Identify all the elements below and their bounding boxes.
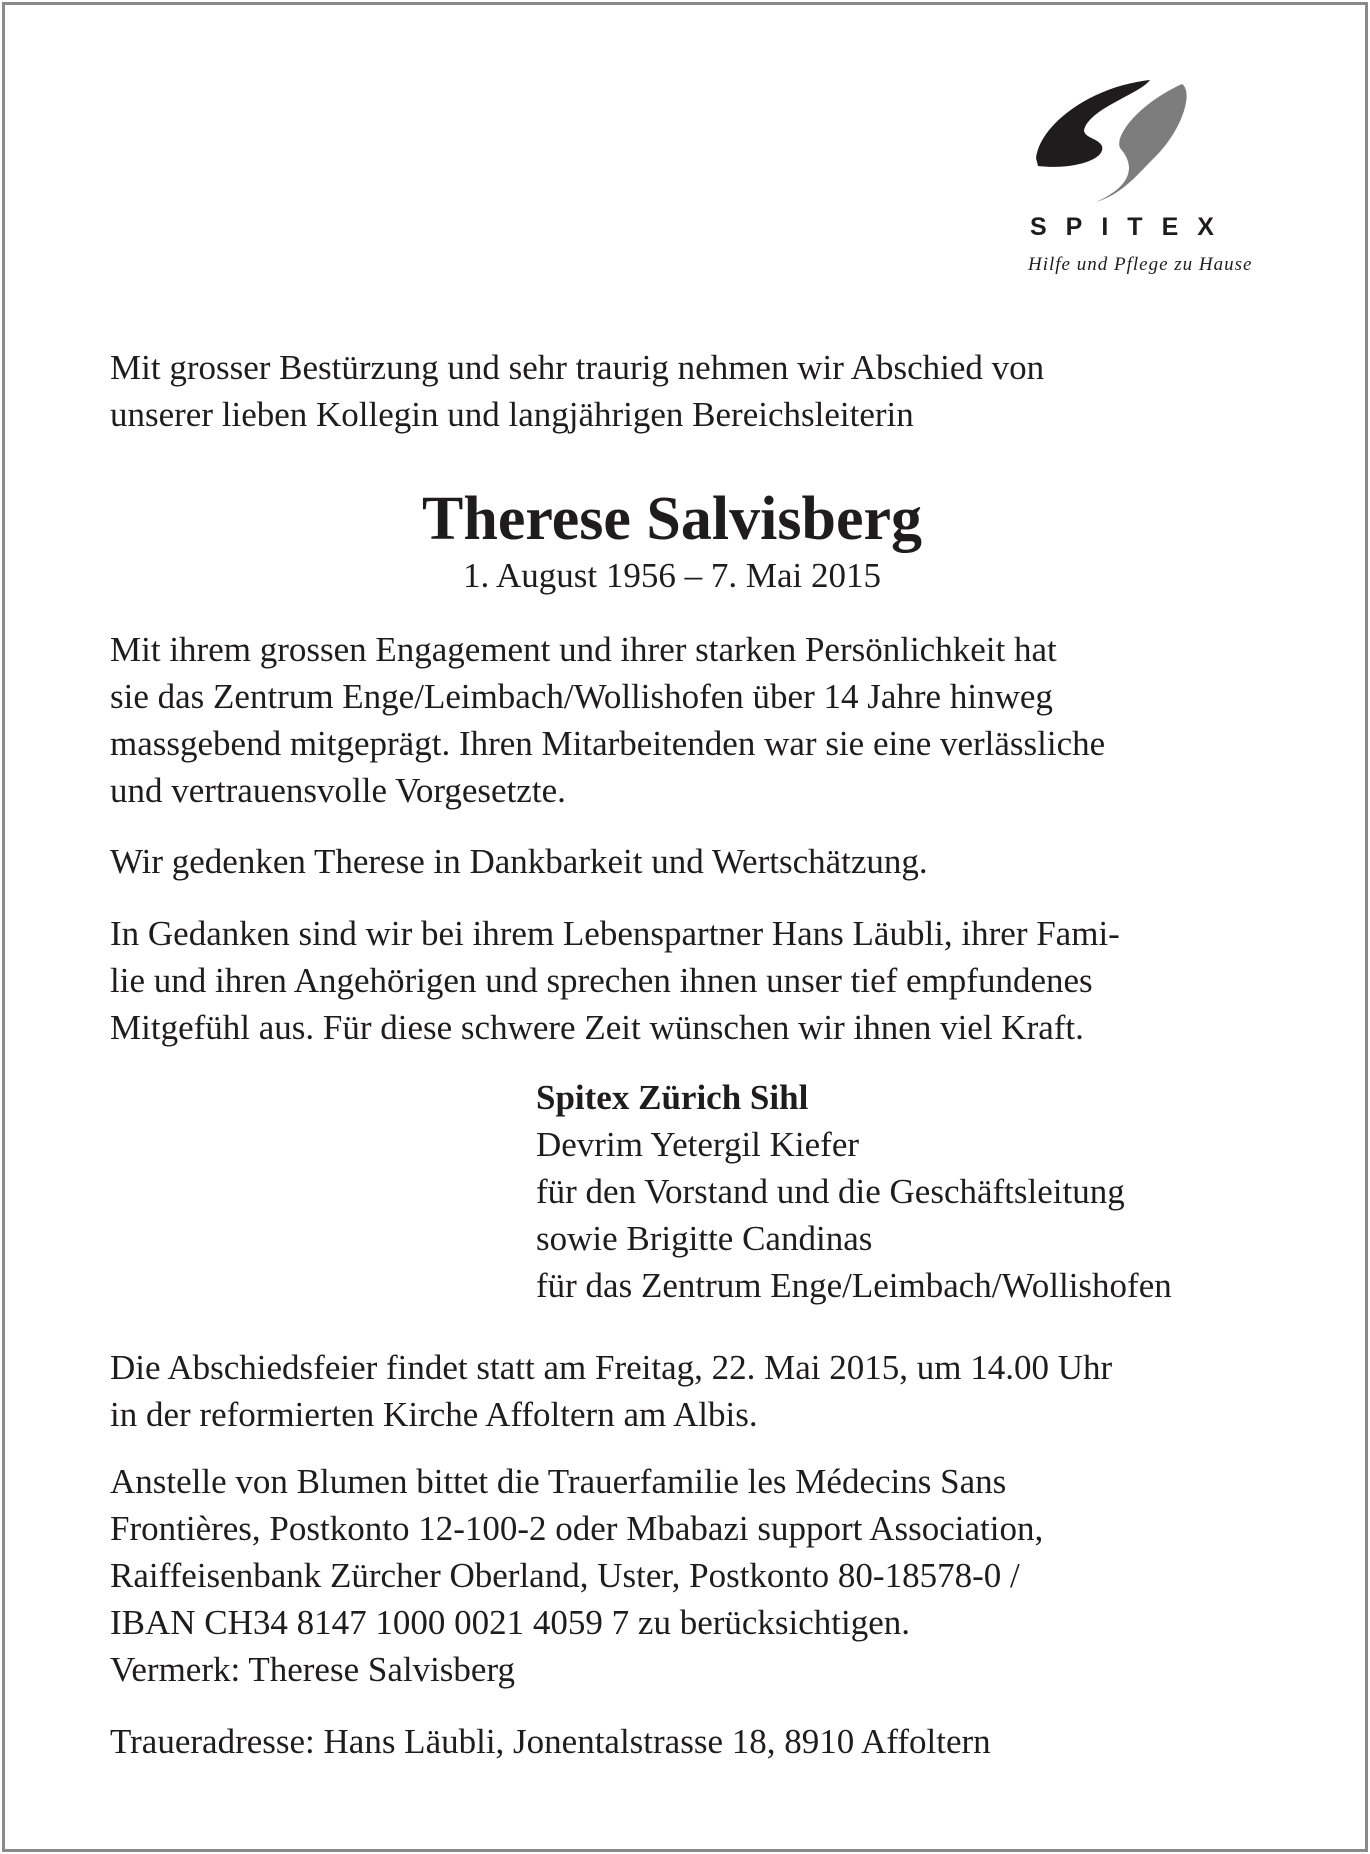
remembrance-paragraph	[110, 838, 928, 885]
intro-line: Mit grosser Bestürzung und sehr traurig nehmen wir Abschied von	[110, 348, 1045, 387]
signature-organization: Spitex Zürich Sihl	[536, 1078, 809, 1117]
signature-line: für den Vorstand und die Geschäftsleitung	[536, 1172, 1125, 1211]
address-paragraph	[110, 1718, 991, 1765]
logo-tagline: Hilfe und Pflege zu Hause	[1028, 254, 1253, 275]
tribute-line: massgebend mitgeprägt. Ihren Mitarbeitenden war sie eine verlässliche	[110, 724, 1106, 763]
remembrance-line: Wir gedenken Therese in Dankbarkeit und Wertschätzung.	[110, 842, 928, 881]
intro-paragraph	[110, 344, 1044, 438]
intro-line: unserer lieben Kollegin und langjährigen Bereichsleiterin	[110, 395, 914, 434]
tribute-line: und vertrauensvolle Vorgesetzte.	[110, 771, 566, 810]
spitex-swoosh-icon	[1032, 74, 1192, 204]
donation-line: IBAN CH34 8147 1000 0021 4059 7 zu berücksichtigen.	[110, 1603, 911, 1642]
signature-block	[536, 1074, 1172, 1309]
condolence-line: lie und ihren Angehörigen und sprechen ihnen unser tief empfundenes	[110, 961, 1093, 1000]
tribute-line: Mit ihrem grossen Engagement und ihrer starken Persönlichkeit hat	[110, 630, 1057, 669]
tribute-paragraph	[110, 626, 1105, 814]
condolence-line: Mitgefühl aus. Für diese schwere Zeit wünschen wir ihnen viel Kraft.	[110, 1008, 1084, 1047]
ceremony-paragraph	[110, 1344, 1112, 1438]
spitex-logo	[1028, 70, 1253, 280]
logo-wordmark: SPITEX	[1030, 213, 1233, 241]
deceased-name: Therese Salvisberg	[422, 485, 922, 553]
ceremony-line: in der reformierten Kirche Affoltern am Albis.	[110, 1395, 758, 1434]
donation-line: Frontières, Postkonto 12-100-2 oder Mbabazi support Association,	[110, 1509, 1044, 1548]
mourning-address: Traueradresse: Hans Läubli, Jonentalstrasse 18, 8910 Affoltern	[110, 1722, 991, 1761]
signature-line: sowie Brigitte Candinas	[536, 1219, 873, 1258]
ceremony-line: Die Abschiedsfeier findet statt am Freitag, 22. Mai 2015, um 14.00 Uhr	[110, 1348, 1113, 1387]
donation-line: Raiffeisenbank Zürcher Oberland, Uster, Postkonto 80-18578-0 /	[110, 1556, 1020, 1595]
donation-paragraph	[110, 1458, 1043, 1693]
condolence-line: In Gedanken sind wir bei ihrem Lebenspartner Hans Läubli, ihrer Fami-	[110, 914, 1120, 953]
signature-line: Devrim Yetergil Kiefer	[536, 1125, 860, 1164]
tribute-line: sie das Zentrum Enge/Leimbach/Wollishofen über 14 Jahre hinweg	[110, 677, 1053, 716]
condolence-paragraph	[110, 910, 1120, 1051]
donation-line: Anstelle von Blumen bittet die Trauerfamilie les Médecins Sans	[110, 1462, 1007, 1501]
donation-line: Vermerk: Therese Salvisberg	[110, 1650, 515, 1689]
life-dates: 1. August 1956 – 7. Mai 2015	[462, 556, 882, 595]
signature-line: für das Zentrum Enge/Leimbach/Wollishofen	[536, 1266, 1172, 1305]
